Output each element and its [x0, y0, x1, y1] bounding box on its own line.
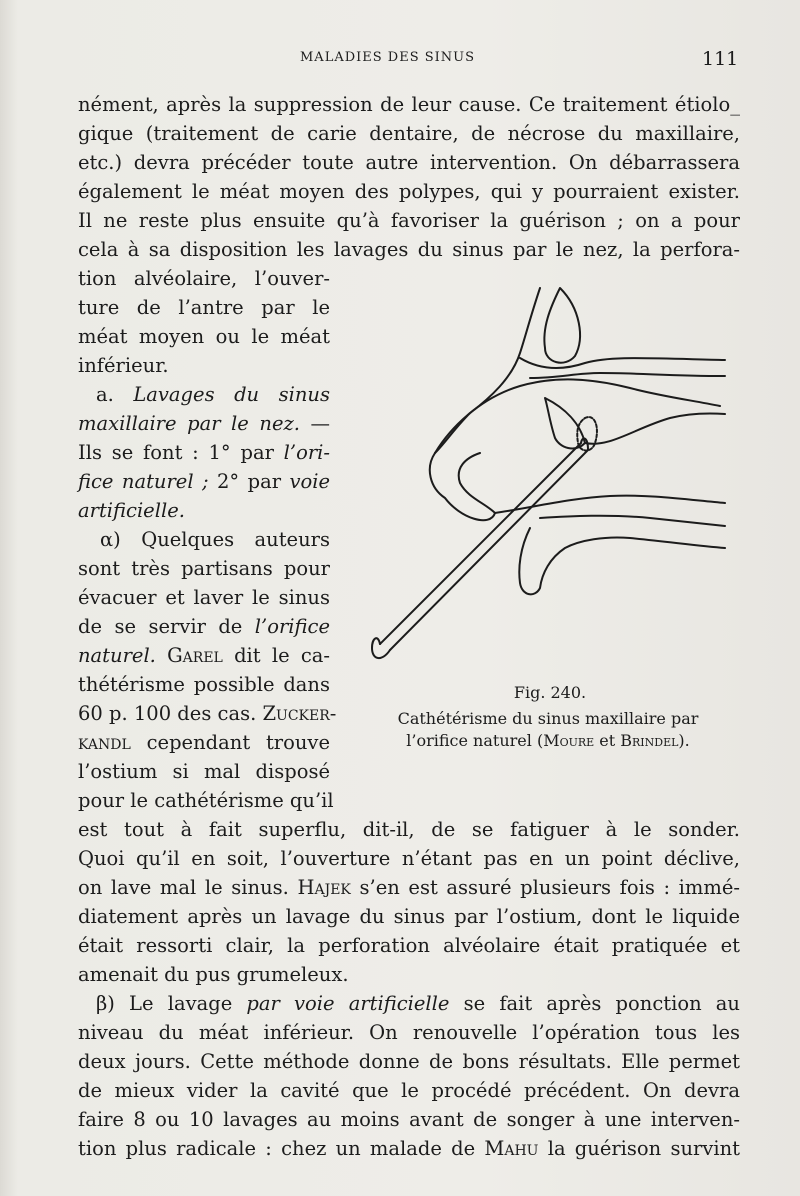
italic-text: voie — [289, 470, 330, 493]
caption-text: ). — [678, 731, 690, 750]
figure-caption-line-1: Cathétérisme du sinus maxillaire par — [397, 709, 699, 728]
text-line: est tout à fait superflu, dit-il, de se fatiguer à le sonder. — [78, 818, 740, 841]
text-line — [78, 728, 330, 757]
text-line — [78, 409, 330, 438]
text-line — [78, 989, 740, 1018]
italic-text: naturel. — [78, 644, 156, 667]
figure-number: Fig. 240. — [513, 683, 587, 702]
italic-text: par voie artificielle — [246, 992, 450, 1015]
lower-tissue — [519, 528, 725, 594]
text-line: méat moyen ou le méat — [78, 325, 330, 348]
text-segment: tion plus radicale : chez un malade de — [78, 1137, 485, 1160]
text-line: était ressorti clair, la perforation alvéolaire était pratiquée et — [78, 934, 740, 957]
italic-text: l’orifice — [254, 615, 330, 638]
author-name: Zucker- — [262, 702, 337, 725]
text-segment: — — [299, 412, 330, 435]
italic-text: artificielle. — [78, 499, 185, 522]
running-title: MALADIES DES SINUS — [300, 50, 476, 65]
text-segment: de se servir de — [78, 615, 255, 638]
text-segment: β) Le lavage — [96, 992, 247, 1015]
nasal-floor-curve — [430, 453, 495, 520]
text-line — [78, 641, 330, 670]
text-line: thétérisme possible dans — [78, 673, 330, 696]
italic-text: fice naturel ; — [78, 470, 209, 493]
text-line: nément, après la suppression de leur cause. Ce traitement étiolo_ — [78, 93, 740, 116]
caption-author: Moure — [543, 731, 595, 750]
text-segment: la guérison survint — [538, 1137, 740, 1160]
text-line: l’ostium si mal disposé — [78, 760, 330, 783]
text-line: niveau du méat inférieur. On renouvelle l’opération tous les — [78, 1021, 740, 1044]
author-name: Hajek — [297, 876, 351, 899]
text-segment: Ils se font : 1° par — [78, 441, 284, 464]
page-header — [0, 48, 800, 74]
italic-text: maxillaire par le nez. — [78, 412, 300, 435]
inferior-meatus — [540, 516, 725, 526]
text-line: gique (traitement de carie dentaire, de nécrose du maxillaire, — [78, 122, 740, 145]
text-line: évacuer et laver le sinus — [78, 586, 330, 609]
text-line: inférieur. — [78, 354, 169, 377]
text-line: Quoi qu’il en soit, l’ouverture n’étant pas en un point déclive, — [78, 847, 740, 870]
text-line: sont très partisans pour — [78, 557, 330, 580]
caption-text: l’orifice naturel ( — [406, 731, 544, 750]
text-segment: 60 p. 100 des cas. — [78, 702, 263, 725]
text-line: ture de l’antre par le — [78, 296, 330, 319]
text-segment: s’en est assuré plusieurs fois : immé- — [350, 876, 740, 899]
text-line — [78, 525, 330, 554]
text-line: tion alvéolaire, l’ouver- — [78, 267, 330, 290]
turbinate-lower-edge — [585, 413, 725, 443]
text-line: etc.) devra précéder toute autre intervention. On débarrassera — [78, 151, 740, 174]
text-line: Il ne reste plus ensuite qu’à favoriser la guérison ; on a pour — [78, 209, 740, 232]
heading-label: a. — [96, 383, 134, 406]
text-line: pour le cathétérisme qu’il — [78, 789, 334, 812]
figure-illustration — [370, 278, 730, 678]
text-line: amenait du pus grumeleux. — [78, 963, 349, 986]
text-line — [78, 612, 330, 641]
text-line: cela à sa disposition les lavages du sinus par le nez, la perfora- — [78, 238, 740, 261]
caption-text: et — [594, 731, 621, 750]
concha-upper-lower — [530, 373, 725, 378]
text-segment: cependant trouve — [130, 731, 330, 754]
text-line — [78, 467, 330, 496]
page-number: 111 — [702, 48, 739, 70]
author-name: kandl — [78, 731, 131, 754]
text-line: diatement après un lavage du sinus par l’ostium, dont le liquide — [78, 905, 740, 928]
text-segment: 2° par — [208, 470, 290, 493]
text-segment: dit le ca- — [222, 644, 330, 667]
text-segment: se fait après ponction au — [449, 992, 740, 1015]
text-line: également le méat moyen des polypes, qui y pourraient exister. — [78, 180, 740, 203]
author-name: Mahu — [484, 1137, 539, 1160]
figure-caption-line-2 — [352, 731, 744, 750]
sinus-upper-bulb — [544, 288, 580, 363]
italic-text: Lavages du sinus — [133, 383, 330, 406]
text-line — [78, 496, 185, 525]
text-segment: α) Quelques auteurs — [100, 528, 330, 551]
catheter — [372, 438, 588, 658]
text-line — [78, 873, 740, 902]
text-line: deux jours. Cette méthode donne de bons résultats. Elle permet — [78, 1050, 740, 1073]
text-line: faire 8 ou 10 lavages au moins avant de songer à une interven- — [78, 1108, 740, 1131]
text-line — [78, 1134, 740, 1163]
text-line: de mieux vider la cavité que le procédé précédent. On devra — [78, 1079, 740, 1102]
text-line — [78, 438, 330, 467]
text-line — [78, 699, 337, 728]
author-name: Garel — [167, 644, 223, 667]
section-heading-a — [78, 380, 330, 409]
sinus-upper-wall — [435, 288, 540, 453]
caption-author: Brindel — [620, 731, 679, 750]
italic-text: l’ori- — [283, 441, 330, 464]
text-segment: on lave mal le sinus. — [78, 876, 289, 899]
